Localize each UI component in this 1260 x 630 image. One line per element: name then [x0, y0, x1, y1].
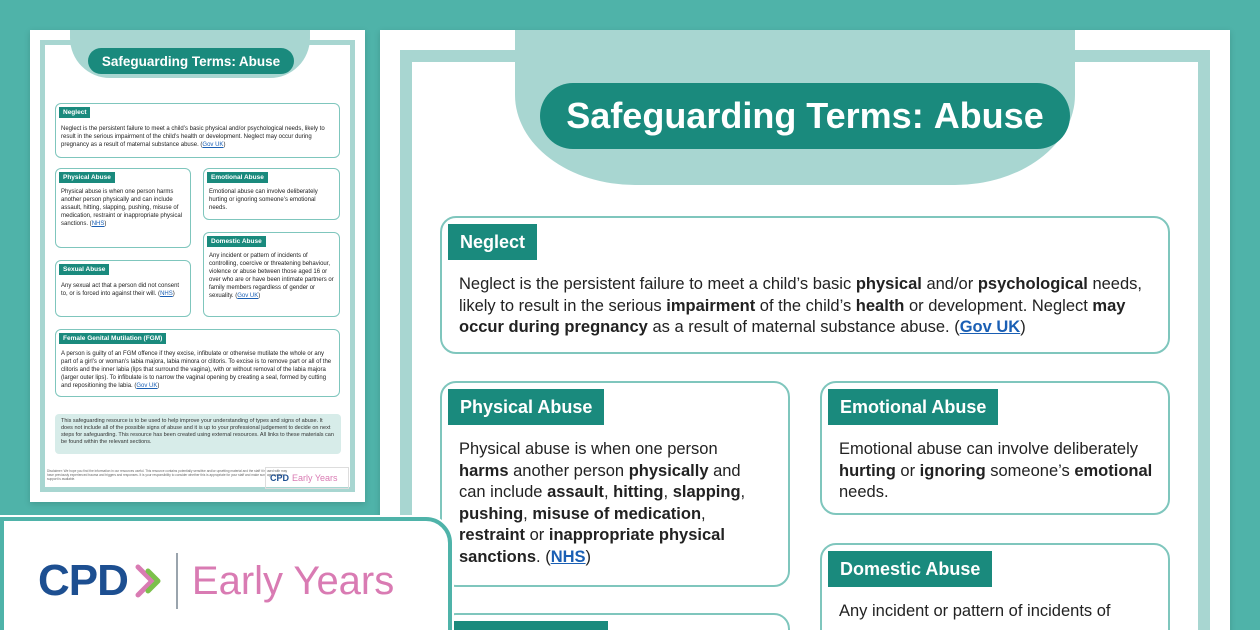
thumbnail-domestic-box: Domestic Abuse Any incident or pattern of incidents of controlling, coercive or threatening behaviour, violence or abuse between those aged 16 or over who are or have been intimate partners or family members regardless of gender or sexuality. (Gov UK) — [203, 232, 340, 317]
emotional-abuse-card — [820, 381, 1170, 515]
domestic-abuse-text: Any incident or pattern of incidents of — [839, 602, 1111, 620]
physical-source-link[interactable]: NHS — [550, 547, 586, 566]
thumbnail-logo: CPD Early Years — [265, 467, 349, 489]
brand-logo-card — [0, 517, 452, 630]
emotional-abuse-text: Emotional abuse can involve deliberately hurting or ignoring someone’s emotional needs. — [839, 440, 1153, 501]
logo-divider — [176, 553, 178, 609]
logo-early-years-text: Early Years — [191, 558, 395, 603]
domestic-abuse-card — [820, 543, 1170, 630]
logo-cpd-text: CPD — [38, 556, 128, 605]
thumbnail-fgm-box: Female Genital Mutilation (FGM) A person is guilty of an FGM offence if they excise, infibulate or otherwise mutilate the whole or any part of a girl’s or woman’s labia majora, labia minora or clitoris. To excise is to remove part or all of the clitoris and the inner labia (lips that surround the vagina), with or without removal of the labia majora (larger outer lips). To infibulate is to narrow the vaginal opening by creating a seal, formed by cutting and repositioning the labia. (Gov UK) — [55, 329, 340, 397]
thumbnail-title: Safeguarding Terms: Abuse — [88, 48, 294, 74]
physical-abuse-card — [440, 381, 790, 587]
physical-abuse-label: Physical Abuse — [448, 389, 604, 425]
page-title: Safeguarding Terms: Abuse — [540, 83, 1070, 149]
thumbnail-physical-box: Physical Abuse Physical abuse is when one person harms another person physically and can include assault, hitting, slapping, pushing, misuse of medication, restraint or inappropriate physical sanctions. (NHS) — [55, 168, 191, 248]
neglect-source-link[interactable]: Gov UK — [959, 318, 1021, 336]
domestic-abuse-label: Domestic Abuse — [828, 551, 992, 587]
thumbnail-disclaimer: Disclaimer: We hope you find the information in our resources useful. This resource contains potentially sensitive and/or upsetting material and the staff it is used with may have previously experienced trauma and triggers and responses. It is your responsibility to consider whether this is appropriate for your staff and make sure appropriate support is available. — [47, 469, 288, 481]
chevron-arrows-icon — [130, 559, 166, 603]
thumbnail-preview[interactable] — [30, 30, 365, 502]
neglect-text: Neglect is the persistent failure to meet a child’s basic physical and/or psychological needs, likely to result in the serious impairment of the child’s health or development. Neglect may occur during pregnancy as a result of maternal substance abuse. (Gov UK) — [459, 275, 1142, 336]
thumbnail-emotional-box: Emotional Abuse Emotional abuse can involve deliberately hurting or ignoring someone’s emotional needs. — [203, 168, 340, 220]
thumbnail-neglect-box: Neglect Neglect is the persistent failure to meet a child’s basic physical and/or psychological needs, likely to result in the serious impairment of the child’s health or development. Neglect may occur during pregnancy as a result of maternal substance abuse. (Gov UK) — [55, 103, 340, 158]
sexual-abuse-label-clipped — [448, 621, 608, 630]
physical-abuse-text: Physical abuse is when one person harms another person physically and can include assault, hitting, slapping, pushing, misuse of medication, restraint or inappropriate physical sanctions. (NHS) — [459, 440, 746, 566]
brand-logo — [38, 553, 394, 609]
document-page — [380, 30, 1230, 630]
emotional-abuse-label: Emotional Abuse — [828, 389, 998, 425]
thumbnail-note: This safeguarding resource is to be used to help improve your understanding of types and signs of abuse. It does not include all of the possible signs of abuse and it is up to your professional judgement to decide on next steps for safeguarding. This resource has been created using external resources. All links to these materials can be found within the relevant sections. — [55, 414, 341, 454]
thumbnail-sexual-box: Sexual Abuse Any sexual act that a person did not consent to, or is forced into against their will. (NHS) — [55, 260, 191, 317]
neglect-card — [440, 216, 1170, 354]
neglect-label: Neglect — [448, 224, 537, 260]
sexual-abuse-card — [440, 613, 790, 630]
